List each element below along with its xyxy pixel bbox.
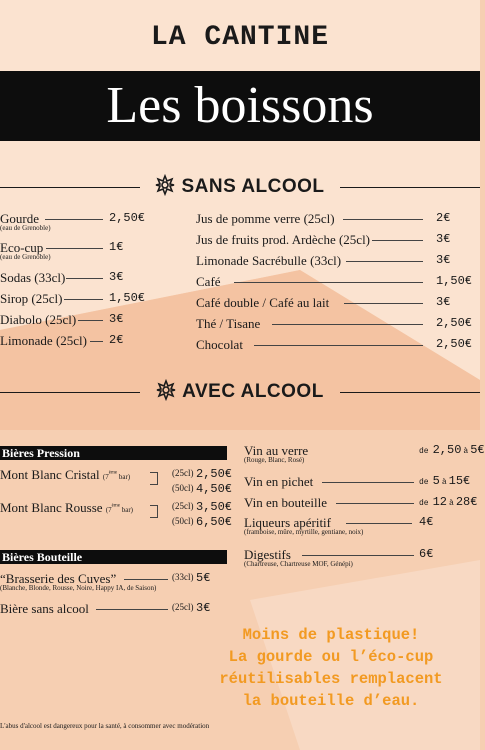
price-min: 2,50 xyxy=(432,443,462,457)
item-name: Sodas (33cl) xyxy=(0,270,66,285)
item-price: 1€ xyxy=(109,240,124,254)
leader-line xyxy=(254,345,423,346)
menu-item xyxy=(196,316,471,336)
menu-item xyxy=(0,240,150,266)
leader-line xyxy=(66,278,103,279)
sunburst-icon xyxy=(155,175,175,195)
promo-line: La gourde ou l’éco-cup xyxy=(228,648,434,666)
sunburst-icon xyxy=(156,380,176,400)
item-price: 3€ xyxy=(109,270,124,284)
item-price: 2€ xyxy=(109,333,124,347)
price-max: 5€ xyxy=(470,443,485,457)
price-to-label: à xyxy=(449,499,454,508)
item-name: Liqueurs apéritif xyxy=(244,515,331,530)
item-name: Café xyxy=(196,274,221,289)
leader-line xyxy=(64,299,103,300)
item-name: Mont Blanc Cristal xyxy=(0,467,100,482)
item-size: (50cl) xyxy=(172,516,194,526)
item-description: (eau de Grenoble) xyxy=(0,224,51,232)
item-price: 1,50€ xyxy=(436,274,473,288)
item-price: 2,50€ xyxy=(109,211,146,225)
promo-message xyxy=(196,624,466,712)
item-price: 3€ xyxy=(436,295,451,309)
item-name: Mont Blanc Rousse xyxy=(0,500,103,515)
item-description: (Chartreuse, Chartreuse MOF, Génépi) xyxy=(244,560,353,568)
item-price: 6€ xyxy=(419,547,434,561)
item-name: Digestifs xyxy=(244,547,291,562)
item-name: Vin en bouteille xyxy=(244,495,327,510)
menu-item xyxy=(244,515,480,541)
leader-line xyxy=(78,320,103,321)
menu-item xyxy=(0,291,150,311)
item-price: 4€ xyxy=(419,515,434,529)
item-description: (Rouge, Blanc, Rosé) xyxy=(244,456,305,464)
leader-line xyxy=(46,248,103,249)
item-price-range xyxy=(419,495,477,509)
item-price: 3€ xyxy=(109,312,124,326)
menu-item xyxy=(196,274,471,294)
item-size: (25cl) xyxy=(172,602,194,612)
menu-item xyxy=(196,211,471,231)
menu-item xyxy=(0,601,230,621)
menu-item xyxy=(196,253,471,273)
leader-line xyxy=(90,341,103,342)
item-name: Vin en pichet xyxy=(244,474,314,489)
item-description: (eau de Grenoble) xyxy=(0,253,51,261)
item-name: Café double / Café au lait xyxy=(196,295,330,310)
health-warning: L'abus d'alcool est dangereux pour la santé, à consommer avec modération xyxy=(0,722,210,730)
category-bieres-pression: Bières Pression xyxy=(0,446,227,460)
item-price: 4,50€ xyxy=(196,482,233,496)
item-name: Limonade Sacrébulle (33cl) xyxy=(196,253,342,268)
item-name: Jus de pomme verre (25cl) xyxy=(196,211,335,226)
item-price: 1,50€ xyxy=(109,291,146,305)
menu-item: Mont Blanc Rousse (7ème bar) (25cl) 3,50€ (50cl) 6,50€ xyxy=(0,500,233,529)
item-price-range xyxy=(419,474,470,488)
item-price: 3€ xyxy=(196,601,211,615)
leader-line xyxy=(372,240,423,241)
item-price: 5€ xyxy=(196,571,211,585)
item-price: 3€ xyxy=(436,253,451,267)
price-min: 5 xyxy=(432,474,440,488)
menu-item: Mont Blanc Cristal (7ème bar) (25cl) 2,50€ (50cl) 4,50€ xyxy=(0,467,233,496)
item-size: (25cl) xyxy=(172,468,194,478)
price-from-label: de xyxy=(419,478,429,487)
item-price: 3€ xyxy=(436,232,451,246)
item-price: 2,50€ xyxy=(196,467,233,481)
menu-item xyxy=(196,295,471,315)
item-price: 2,50€ xyxy=(436,337,473,351)
menu-item xyxy=(244,474,480,494)
price-max: 15€ xyxy=(448,474,471,488)
menu-item xyxy=(0,270,150,290)
menu-item xyxy=(0,312,150,332)
page-title: Les boissons xyxy=(0,71,480,141)
leader-line xyxy=(45,219,103,220)
menu-item xyxy=(0,211,150,237)
leader-line xyxy=(343,219,423,220)
price-to-label: à xyxy=(441,478,447,487)
item-description: (Blanche, Blonde, Rousse, Noire, Happy IA, de Saison) xyxy=(0,584,157,592)
leader-line xyxy=(272,324,423,325)
section-title: AVEC ALCOOL xyxy=(182,381,324,402)
menu-item xyxy=(244,495,480,515)
bracket xyxy=(150,472,158,485)
item-price: 6,50€ xyxy=(196,515,233,529)
item-name: Diabolo (25cl) xyxy=(0,312,77,327)
leader-line xyxy=(346,523,412,524)
price-to-label: à xyxy=(463,447,469,456)
leader-line xyxy=(344,303,423,304)
menu-item xyxy=(244,443,485,469)
price-from-label: de xyxy=(419,499,429,508)
item-name: Gourde xyxy=(0,211,39,226)
menu-item xyxy=(244,547,480,573)
item-name: “Brasserie des Cuves” xyxy=(0,571,117,586)
bracket xyxy=(150,505,158,518)
leader-line xyxy=(302,555,414,556)
menu-item xyxy=(196,337,471,357)
section-title: SANS ALCOOL xyxy=(181,176,325,197)
item-size: (50cl) xyxy=(172,483,194,493)
leader-line xyxy=(234,282,423,283)
item-description: (framboise, mûre, myrtille, gentiane, noix) xyxy=(244,528,364,536)
section-avec-alcool xyxy=(0,380,480,406)
menu-item xyxy=(0,333,150,353)
promo-line: la bouteille d’eau. xyxy=(242,692,420,710)
item-size: (25cl) xyxy=(172,501,194,511)
category-bieres-bouteille: Bières Bouteille xyxy=(0,550,227,564)
item-name: Bière sans alcool xyxy=(0,601,89,616)
item-name: Eco-cup xyxy=(0,240,44,255)
menu-item xyxy=(0,571,230,597)
section-sans-alcool xyxy=(0,175,480,201)
price-min: 12 xyxy=(432,495,448,509)
promo-line: réutilisables remplacent xyxy=(219,670,443,688)
item-price: 2,50€ xyxy=(436,316,473,330)
leader-line xyxy=(96,609,168,610)
leader-line xyxy=(336,503,414,504)
item-price: 3,50€ xyxy=(196,500,233,514)
item-name: Limonade (25cl) xyxy=(0,333,87,348)
venue-name: LA CANTINE xyxy=(150,22,330,53)
promo-line: Moins de plastique! xyxy=(242,626,420,644)
menu-item xyxy=(196,232,471,252)
price-max: 28€ xyxy=(455,495,478,509)
item-name: Chocolat xyxy=(196,337,243,352)
leader-line xyxy=(346,261,423,262)
item-size: (33cl) xyxy=(172,572,194,582)
price-from-label: de xyxy=(419,447,429,456)
item-name: Vin au verre xyxy=(244,443,309,458)
leader-line xyxy=(322,482,414,483)
item-name: Jus de fruits prod. Ardèche (25cl) xyxy=(196,232,371,247)
item-price: 2€ xyxy=(436,211,451,225)
leader-line xyxy=(124,579,168,580)
item-price-range xyxy=(419,443,485,457)
item-name: Sirop (25cl) xyxy=(0,291,63,306)
item-name: Thé / Tisane xyxy=(196,316,261,331)
